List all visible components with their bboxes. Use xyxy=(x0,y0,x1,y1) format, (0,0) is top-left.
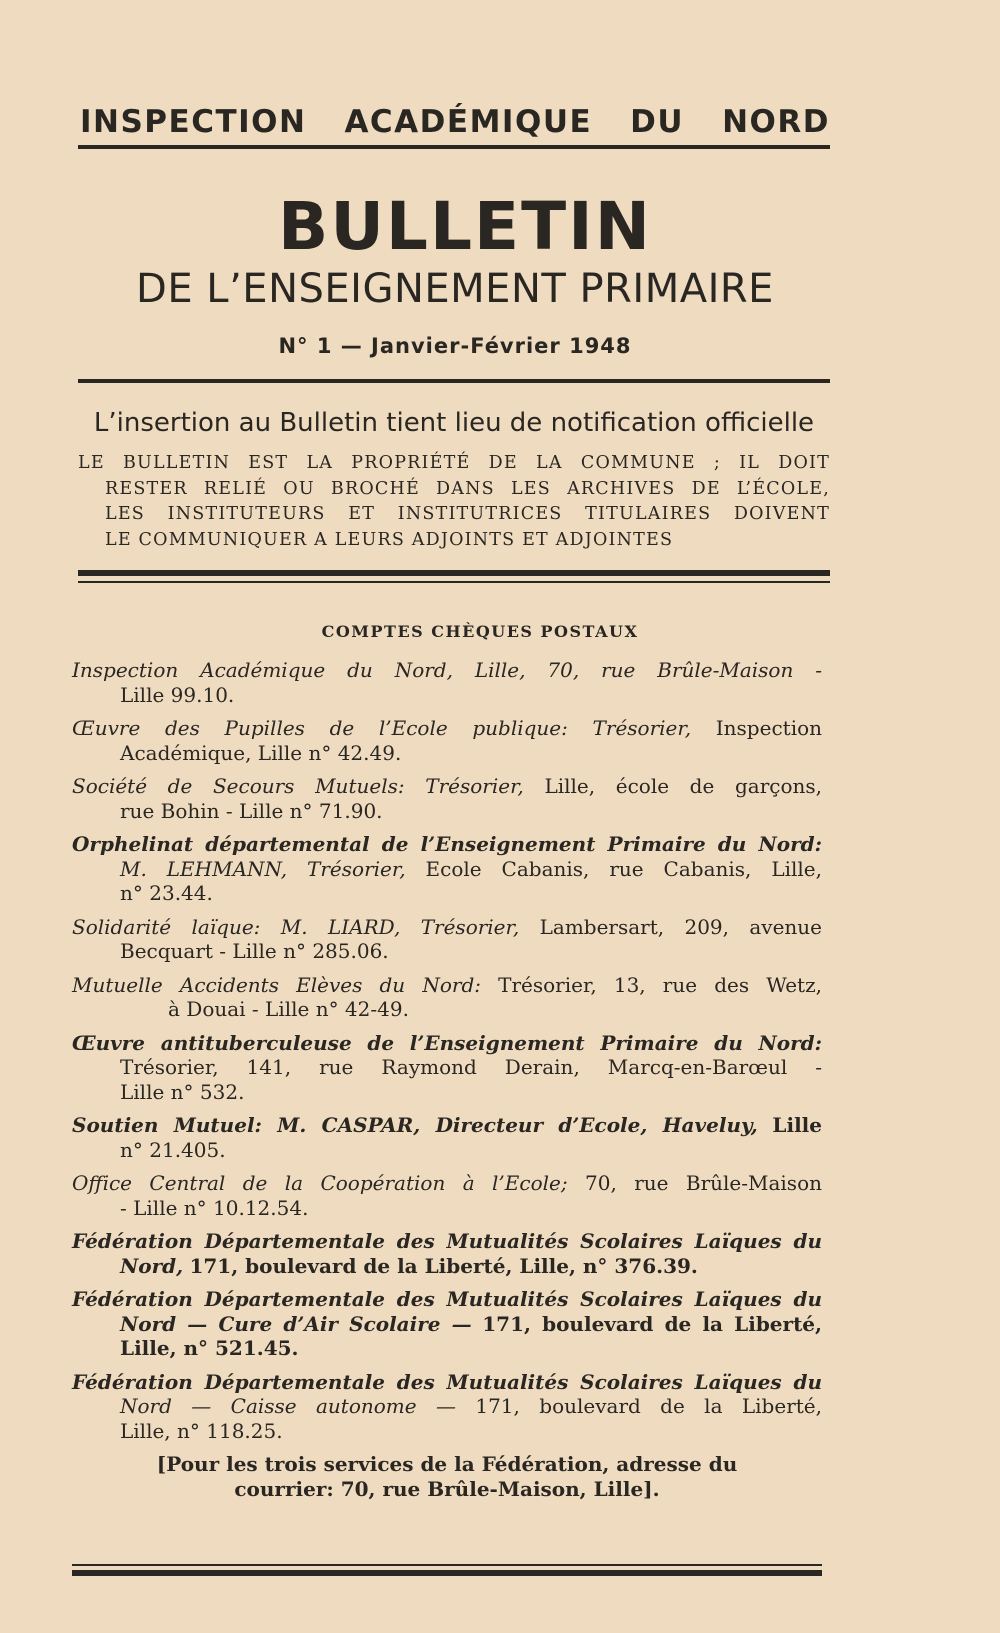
entry-line: Œuvre des Pupilles de l’Ecole publique: Trésorier, Inspection xyxy=(72,716,823,740)
bulletin-title: BULLETIN xyxy=(278,188,652,265)
notice-line: LE BULLETIN EST LA PROPRIÉTÉ DE LA COMMUNE ; IL DOIT xyxy=(78,453,830,473)
entry-line: [Pour les trois services de la Fédération, adresse du xyxy=(156,1452,738,1476)
notice-text xyxy=(78,451,830,553)
list-item xyxy=(72,1370,822,1444)
federation-note xyxy=(72,1452,822,1501)
issue-rule xyxy=(78,379,830,383)
header-word: ACADÉMIQUE xyxy=(344,104,593,140)
entry-line: Nord, 171, boulevard de la Liberté, Lille, n° 376.39. xyxy=(120,1253,698,1278)
notice-line: RESTER RELIÉ OU BROCHÉ DANS LES ARCHIVES DE L’ÉCOLE, xyxy=(105,478,830,499)
list-item xyxy=(72,973,822,1022)
list-item xyxy=(72,774,822,823)
entry-line: Trésorier, 141, rue Raymond Derain, Marcq-en-Barœul - xyxy=(120,1055,822,1079)
accounts-list xyxy=(72,658,822,1510)
notice-rule-thin xyxy=(78,581,830,583)
entry-line: Œuvre antituberculeuse de l’Enseignement Primaire du Nord: xyxy=(72,1030,822,1055)
entry-line: Nord — Cure d’Air Scolaire — 171, boulevard de la Liberté, xyxy=(120,1311,822,1336)
entry-line: Mutuelle Accidents Elèves du Nord: Trésorier, 13, rue des Wetz, xyxy=(72,972,822,997)
notice-line: LE COMMUNIQUER A LEURS ADJOINTS ET ADJOINTES xyxy=(105,529,674,550)
entry-line: Fédération Départementale des Mutualités Scolaires Laïques du xyxy=(72,1287,822,1311)
bulletin-subtitle: DE L’ENSEIGNEMENT PRIMAIRE xyxy=(136,266,774,312)
footer-rule-thin xyxy=(72,1564,822,1566)
list-item xyxy=(72,915,822,964)
list-item xyxy=(72,658,822,707)
entry-line: Lille n° 532. xyxy=(120,1079,245,1104)
entry-line: Lille 99.10. xyxy=(120,682,235,707)
entry-line: M. LEHMANN, Trésorier, Ecole Cabanis, rue Cabanis, Lille, xyxy=(120,856,822,881)
entry-line: - Lille n° 10.12.54. xyxy=(120,1195,309,1220)
header-organisation xyxy=(80,104,830,140)
entry-line: Nord — Caisse autonome — 171, boulevard de la Liberté, xyxy=(120,1394,822,1418)
entry-line: Orphelinat départemental de l’Enseignement Primaire du Nord: xyxy=(72,832,822,856)
entry-line: n° 21.405. xyxy=(120,1137,226,1162)
entry-line: n° 23.44. xyxy=(120,881,213,905)
notice-rule-thick xyxy=(78,570,830,576)
list-item xyxy=(72,1229,822,1278)
entry-line: Office Central de la Coopération à l’Ecole; 70, rue Brûle-Maison xyxy=(72,1171,822,1195)
entry-line: Lille, n° 521.45. xyxy=(120,1336,299,1360)
notice-line: LES INSTITUTEURS ET INSTITUTRICES TITULAIRES DOIVENT xyxy=(105,504,830,524)
entry-line: Fédération Départementale des Mutualités Scolaires Laïques du xyxy=(72,1229,822,1253)
header-word: NORD xyxy=(722,104,830,140)
entry-line: Inspection Académique du Nord, Lille, 70, rue Brûle-Maison - xyxy=(72,658,823,682)
entry-line: Lille, n° 118.25. xyxy=(120,1418,283,1443)
entry-line: rue Bohin - Lille n° 71.90. xyxy=(120,798,383,823)
entry-line: Société de Secours Mutuels: Trésorier, Lille, école de garçons, xyxy=(72,774,822,798)
list-item xyxy=(72,832,822,906)
entry-line: Solidarité laïque: M. LIARD, Trésorier, Lambersart, 209, avenue xyxy=(72,914,823,939)
list-item xyxy=(72,716,822,765)
issue-number: N° 1 — Janvier-Février 1948 xyxy=(278,334,632,358)
list-item xyxy=(72,1113,822,1162)
list-item xyxy=(72,1031,822,1105)
entry-line: Soutien Mutuel: M. CASPAR, Directeur d’Ecole, Haveluy, Lille xyxy=(72,1113,822,1137)
header-rule xyxy=(78,145,830,149)
entry-line: Fédération Départementale des Mutualités Scolaires Laïques du xyxy=(72,1369,822,1394)
header-word: INSPECTION xyxy=(80,104,307,140)
entry-line: Académique, Lille n° 42.49. xyxy=(120,740,402,765)
section-title: COMPTES CHÈQUES POSTAUX xyxy=(321,622,639,641)
entry-line: courrier: 70, rue Brûle-Maison, Lille]. xyxy=(234,1476,660,1501)
entry-line: à Douai - Lille n° 42-49. xyxy=(168,997,409,1021)
header-word: DU xyxy=(630,104,685,140)
entry-line: Becquart - Lille n° 285.06. xyxy=(120,939,389,963)
list-item xyxy=(72,1287,822,1361)
notice-headline: L’insertion au Bulletin tient lieu de notification officielle xyxy=(93,408,815,438)
list-item xyxy=(72,1171,822,1220)
footer-rule-thick xyxy=(72,1570,822,1576)
